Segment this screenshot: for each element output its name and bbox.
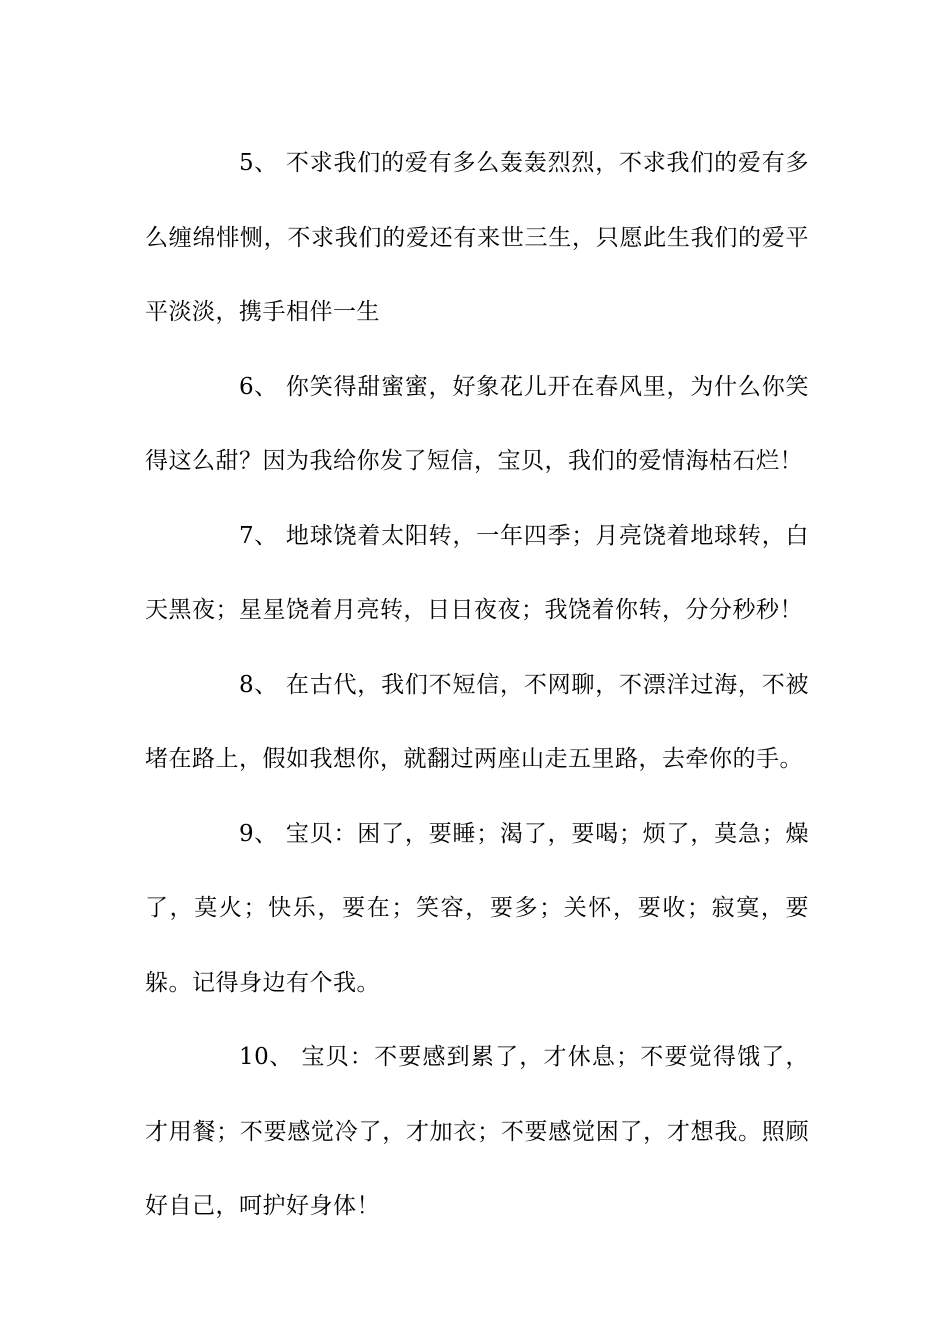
paragraph-text: 不求我们的爱有多么轰轰烈烈，不求我们的爱有多么缠绵悱恻，不求我们的爱还有来世三生，只愿此生我们的爱平平淡淡，携手相伴一生 [145, 150, 809, 325]
paragraph-text: 宝贝：困了，要睡；渴了，要喝；烦了，莫急；燥了，莫火；快乐，要在；笑容，要多；关怀，要收；寂寞，要躲。记得身边有个我。 [145, 820, 809, 996]
paragraph-number: 9、 [239, 820, 278, 847]
paragraph-8 [145, 648, 809, 797]
paragraph-text: 你笑得甜蜜蜜，好象花儿开在春风里，为什么你笑得这么甜？因为我给你发了短信，宝贝，我们的爱情海枯石烂！ [145, 373, 809, 474]
paragraph-number: 8、 [239, 671, 278, 698]
paragraph-10 [145, 1020, 809, 1244]
paragraph-number: 7、 [239, 522, 278, 549]
paragraph-text: 在古代，我们不短信，不网聊，不漂洋过海，不被堵在路上，假如我想你，就翻过两座山走五里路，去牵你的手。 [145, 671, 809, 772]
paragraph-9 [145, 797, 809, 1021]
paragraph-number: 6、 [239, 373, 278, 400]
paragraph-7 [145, 499, 809, 648]
document-body [145, 126, 809, 1244]
paragraph-text: 宝贝：不要感到累了，才休息；不要觉得饿了，才用餐；不要感觉冷了，才加衣；不要感觉困了，才想我。照顾好自己，呵护好身体！ [145, 1044, 809, 1219]
paragraph-number: 10、 [239, 1044, 293, 1070]
paragraph-6 [145, 350, 809, 499]
paragraph-text: 地球饶着太阳转，一年四季；月亮饶着地球转，白天黑夜；星星饶着月亮转，日日夜夜；我饶着你转，分分秒秒！ [145, 522, 809, 623]
paragraph-number: 5、 [239, 150, 278, 176]
paragraph-5 [145, 126, 809, 350]
